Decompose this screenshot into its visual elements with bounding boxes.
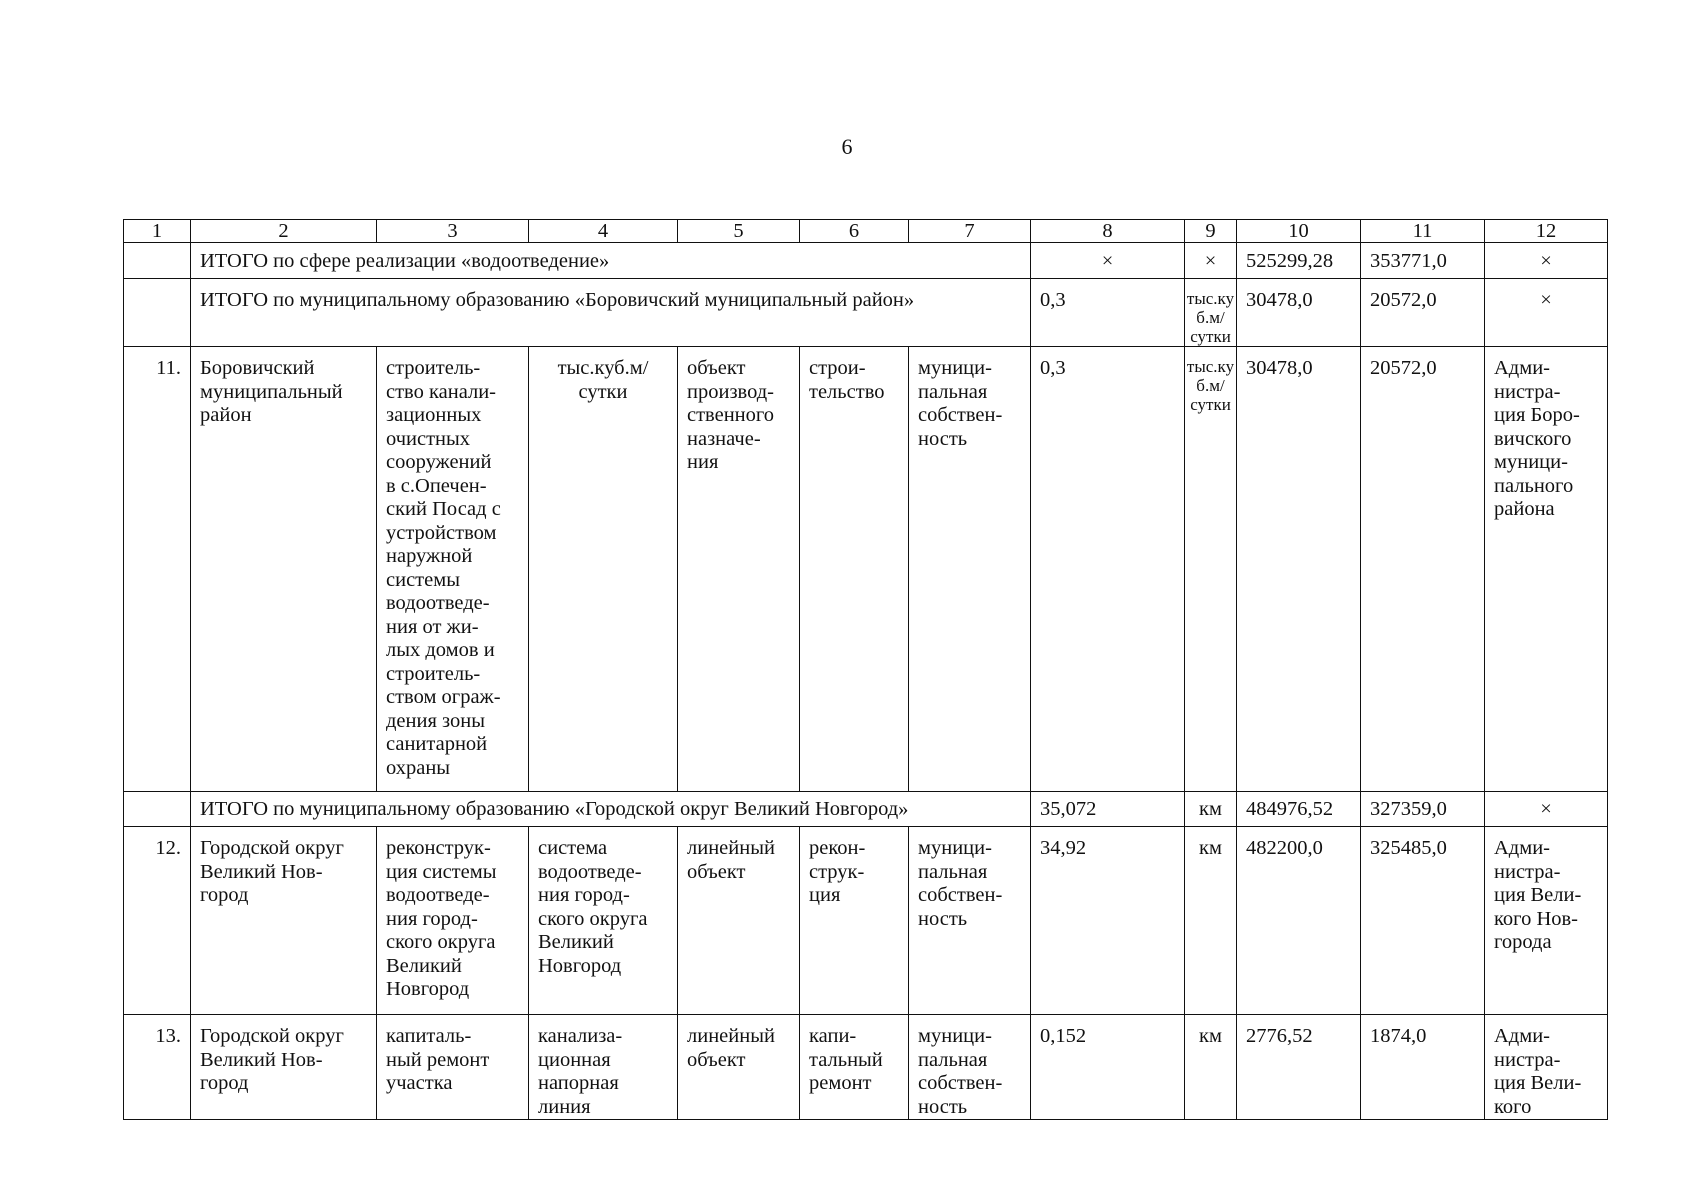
column-number: 1 [124,220,191,243]
column-number-row [124,220,1608,243]
table-cell: рекон- струк- ция [800,827,909,1015]
table-cell: система водоотведе- ния город- ского округа Великий Новгород [529,827,678,1015]
table-cell: × [1031,243,1185,279]
table-cell: линейный объект [678,827,800,1015]
table-cell: 353771,0 [1361,243,1485,279]
table-cell: 0,152 [1031,1015,1185,1120]
table-cell [124,279,191,347]
table-cell: строитель- ство канали- зационных очистных сооружений в с.Опечен- ский Посад с устройством наружной системы водоотведе- ния от жи- лых домов и строитель- ством ограж- дения зоны санитарной охраны [377,347,529,792]
investment-table [123,219,1608,1120]
table-cell: муници- пальная собствен- ность [909,827,1031,1015]
total-row-vodootvedenie [124,243,1608,279]
row-number: 12. [124,827,191,1015]
table-cell: капи- тальный ремонт [800,1015,909,1120]
row-number: 11. [124,347,191,792]
column-number: 5 [678,220,800,243]
table-cell [124,243,191,279]
table-cell [124,792,191,827]
column-number: 10 [1237,220,1361,243]
column-number: 7 [909,220,1031,243]
table-cell: канализа- ционная напорная линия [529,1015,678,1120]
table-cell: × [1485,792,1608,827]
column-number: 11 [1361,220,1485,243]
table-cell: 30478,0 [1237,279,1361,347]
table-cell: 484976,52 [1237,792,1361,827]
table-cell: 30478,0 [1237,347,1361,792]
table-cell: строи- тельство [800,347,909,792]
table-cell: 482200,0 [1237,827,1361,1015]
table-cell: муници- пальная собствен- ность [909,1015,1031,1120]
table-cell: 34,92 [1031,827,1185,1015]
table-cell: 1874,0 [1361,1015,1485,1120]
table-cell: км [1185,792,1237,827]
column-number: 9 [1185,220,1237,243]
table-cell: 20572,0 [1361,347,1485,792]
table-cell: Адми- нистра- ция Боро- вичского муници- пального района [1485,347,1608,792]
table-cell: × [1485,279,1608,347]
table-cell: Городской округ Великий Нов- город [191,827,377,1015]
row-number: 13. [124,1015,191,1120]
column-number: 2 [191,220,377,243]
table-cell: Адми- нистра- ция Вели- кого Нов- города [1485,827,1608,1015]
column-number: 8 [1031,220,1185,243]
table-cell: тыс.куб.м/ сутки [1185,279,1237,347]
column-number: 6 [800,220,909,243]
table-cell: 20572,0 [1361,279,1485,347]
table-cell: км [1185,1015,1237,1120]
table-cell: км [1185,827,1237,1015]
table-cell: капиталь- ный ремонт участка [377,1015,529,1120]
total-row-borovichi [124,279,1608,347]
table-cell: 2776,52 [1237,1015,1361,1120]
page-number: 6 [841,134,853,159]
table-cell: × [1485,243,1608,279]
total-row-novgorod [124,792,1608,827]
total-label: ИТОГО по муниципальному образованию «Боровичский муниципальный район» [191,279,1031,347]
table-cell: тыс.куб.м/ сутки [529,347,678,792]
column-number: 4 [529,220,678,243]
table-cell: объект производ- ственного назначе- ния [678,347,800,792]
table-cell: тыс.куб.м/ сутки [1185,347,1237,792]
table-cell: 0,3 [1031,279,1185,347]
total-label: ИТОГО по сфере реализации «водоотведение» [191,243,1031,279]
table-cell: муници- пальная собствен- ность [909,347,1031,792]
table-row-13 [124,1015,1608,1120]
table-cell: × [1185,243,1237,279]
table-cell: 525299,28 [1237,243,1361,279]
table-cell: 325485,0 [1361,827,1485,1015]
table-cell: Городской округ Великий Нов- город [191,1015,377,1120]
table-cell: линейный объект [678,1015,800,1120]
table-cell: 327359,0 [1361,792,1485,827]
table-cell: 35,072 [1031,792,1185,827]
table-cell: Адми- нистра- ция Вели- кого [1485,1015,1608,1120]
column-number: 12 [1485,220,1608,243]
table-cell: Боровичский муниципальный район [191,347,377,792]
table-row-11 [124,347,1608,792]
table-cell: реконструк- ция системы водоотведе- ния город- ского округа Великий Новгород [377,827,529,1015]
total-label: ИТОГО по муниципальному образованию «Городской округ Великий Новгород» [191,792,1031,827]
table-row-12 [124,827,1608,1015]
column-number: 3 [377,220,529,243]
table-cell: 0,3 [1031,347,1185,792]
